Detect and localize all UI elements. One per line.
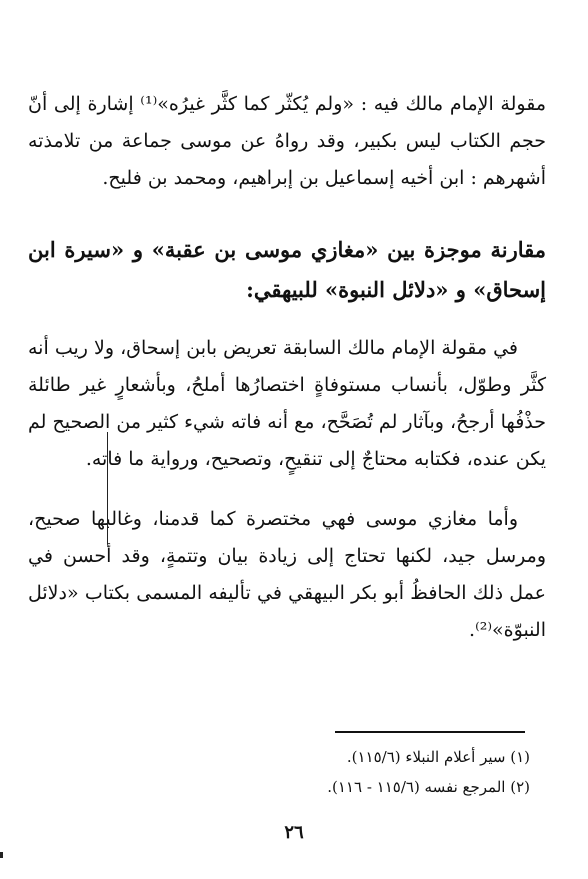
footnote-1: (١) سير أعلام النبلاء (١١٥/٦). [346, 748, 530, 766]
paragraph-1: مقولة الإمام مالك فيه : «ولم يُكثّر كما كثَّر غيرُه»⁽¹⁾ إشارة إلى أنّ حجم الكتاب ليس بكبير، وقد رواهُ عن موسى جماعة من تلامذته أشهرهم : ابن أخيه إسماعيل بن إبراهيم، ومحمد بن فليح. [28, 93, 546, 189]
paragraph-gap [28, 478, 546, 501]
main-text [28, 86, 546, 649]
footnotes [200, 742, 530, 802]
margin-line [107, 432, 108, 544]
footnote-2: (٢) المرجع نفسه (١١٥/٦ - ١١٦). [327, 778, 530, 796]
paragraph-2: في مقولة الإمام مالك السابقة تعريض بابن إسحاق، ولا ريب أنه كثَّر وطوّل، بأنساب مستوفاةٍ اختصارُها أملحُ، وبأشعارٍ غير طائلة حذْفُها أرجحُ، وبآثار لم تُصَحَّح، مع أنه فاته شيء كثير من الصحيح لم يكن عنده، فكتابه محتاجٌ إلى تنقيحٍ، وتصحيح، ورواية ما فاته. [28, 337, 546, 470]
section-heading: مقارنة موجزة بين «مغازي موسى بن عقبة» و «سيرة ابن إسحاق» و «دلائل النبوة» للبيهقي: [28, 237, 546, 302]
page-number: ٢٦ [284, 822, 304, 843]
scan-mark [0, 852, 3, 858]
footnote-separator [335, 731, 525, 733]
paragraph-3: وأما مغازي موسى فهي مختصرة كما قدمنا، وغالبها صحيح، ومرسل جيد، لكنها تحتاج إلى زيادة بيان وتتمةٍ، وقد أحسن في عمل ذلك الحافظُ أبو بكر البيهقي في تأليفه المسمى بكتاب «دلائل النبوّة»⁽²⁾. [28, 508, 546, 641]
